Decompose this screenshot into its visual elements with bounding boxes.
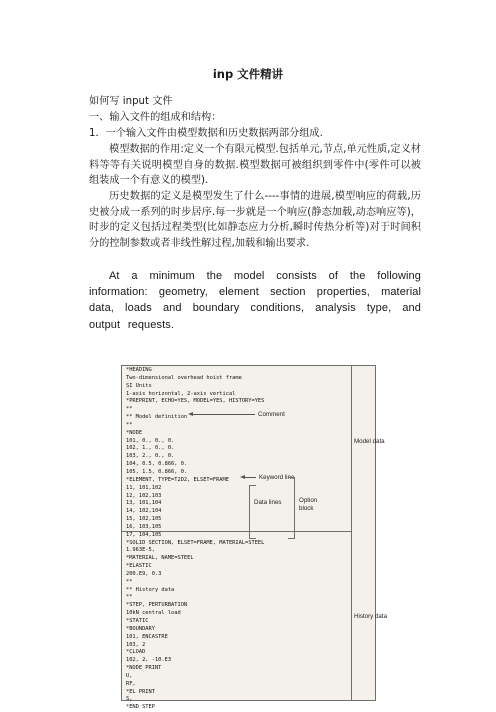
code-line: *STEP, PERTURBATION (126, 602, 188, 609)
code-line: ** (126, 594, 133, 601)
code-line: *END STEP (126, 704, 155, 711)
subsection-line: 1．一个输入文件由模型数据和历史数据两部分组成. (89, 128, 323, 139)
code-line: 102, 2, -10.E3 (126, 657, 172, 664)
code-line: 101, 0., 0., 0. (126, 437, 175, 444)
code-line: 103, 2., 0., 0. (126, 453, 175, 460)
paragraph-model-data: 模型数据的作用:定义一个有限元模型.包括单元,节点,单元性质,定义材料等等有关说明模型自身的数据.模型数据可被组织到零件中(零件可以被组装成一个有意义的模型). (89, 144, 421, 187)
code-line: ** (126, 406, 133, 413)
code-line: 12, 102,103 (126, 492, 162, 499)
code-line: *MATERIAL, NAME=STEEL (126, 555, 194, 562)
code-line: *ELEMENT, TYPE=T2D2, ELSET=FRAME (126, 476, 229, 483)
code-line: 14, 102,104 (126, 508, 162, 515)
code-line: 1.963E-5, (126, 547, 155, 554)
code-line: SI Units (126, 382, 152, 389)
code-line: 200.E9, 0.3 (126, 570, 162, 577)
option-block-bracket (288, 477, 295, 539)
code-line: U, (126, 672, 133, 679)
code-line: ** History data (126, 586, 175, 593)
code-line: 17, 104,105 (126, 531, 162, 538)
comment-label: Comment (258, 410, 285, 418)
input-file-code (126, 367, 264, 712)
history-data-label: History data (354, 613, 388, 620)
document-title: inp 文件精讲 (212, 67, 284, 81)
data-lines-label: Data lines (254, 499, 282, 506)
code-line: ** (126, 578, 133, 585)
code-line: 105, 1.5, 0.866, 0. (126, 468, 188, 475)
keyword-line-arrow-head (240, 475, 245, 479)
code-line: 1-axis horizontal, 2-axis vertical (126, 390, 236, 397)
code-line: ** (126, 421, 133, 428)
code-line: S, (126, 696, 133, 703)
code-line: *HEADING (126, 367, 152, 373)
figure-vertical-divider (351, 366, 352, 700)
code-line: 104, 0.5, 0.866, 0. (126, 461, 188, 468)
code-line: 10kN central load (126, 610, 181, 617)
keyword-line-label: Keyword line (259, 473, 295, 481)
code-line: *NODE (126, 429, 143, 436)
paragraph-english: At a minimum the model consists of the following information: geometry, element section properties, material data, loads and boundary conditions, analysis type, and output requests. (89, 270, 421, 331)
code-line: *BOUNDARY (126, 625, 155, 632)
paragraph-history-data: 历史数据的定义是模型发生了什么----事情的进展,模型响应的荷载,历史被分成一系列的时步居序.每一步就是一个响应(静态加载,动态响应等)，时步的定义包括过程类型(比如静态应力分析,瞬时传热分析等)对于时间积分的控制参数或者非线性解过程,加载和输出要求. (89, 191, 421, 249)
data-lines-bracket (249, 485, 256, 539)
code-line: *CLOAD (126, 649, 146, 656)
code-line: 15, 102,105 (126, 516, 162, 523)
code-line: 11, 101,102 (126, 484, 162, 491)
input-file-figure (121, 365, 388, 711)
comment-arrow-head (188, 412, 193, 416)
code-line: RF, (126, 680, 136, 687)
code-line: 13, 101,104 (126, 500, 162, 507)
code-line: *SOLID SECTION, ELSET=FRAME, MATERIAL=STEEL (126, 539, 265, 546)
code-line: 101, ENCASTRE (126, 633, 168, 640)
code-line: 16, 103,105 (126, 523, 162, 530)
code-line: *ELASTIC (126, 563, 152, 570)
section-heading: 一、输入文件的组成和结构： (89, 112, 222, 123)
model-data-label: Model data (354, 438, 385, 445)
option-block-label: Option block (299, 497, 318, 512)
keyword-line-arrow (244, 477, 256, 478)
code-line: 103, 2 (126, 641, 146, 648)
code-line: *NODE PRINT (126, 665, 162, 672)
code-line: *EL PRINT (126, 688, 155, 695)
comment-arrow (192, 414, 255, 415)
code-line: *STATIC (126, 618, 149, 624)
code-line: *PREPRINT, ECHO=YES, MODEL=YES, HISTORY=YES (126, 398, 265, 405)
heading-line: 如何写 input 文件 (89, 96, 173, 107)
code-line: ** Model definition (126, 414, 188, 421)
figure-horizontal-divider (122, 531, 351, 532)
code-line: Two-dimensional overhead hoist frame (126, 374, 242, 381)
code-line: 102, 1., 0., 0. (126, 445, 175, 452)
